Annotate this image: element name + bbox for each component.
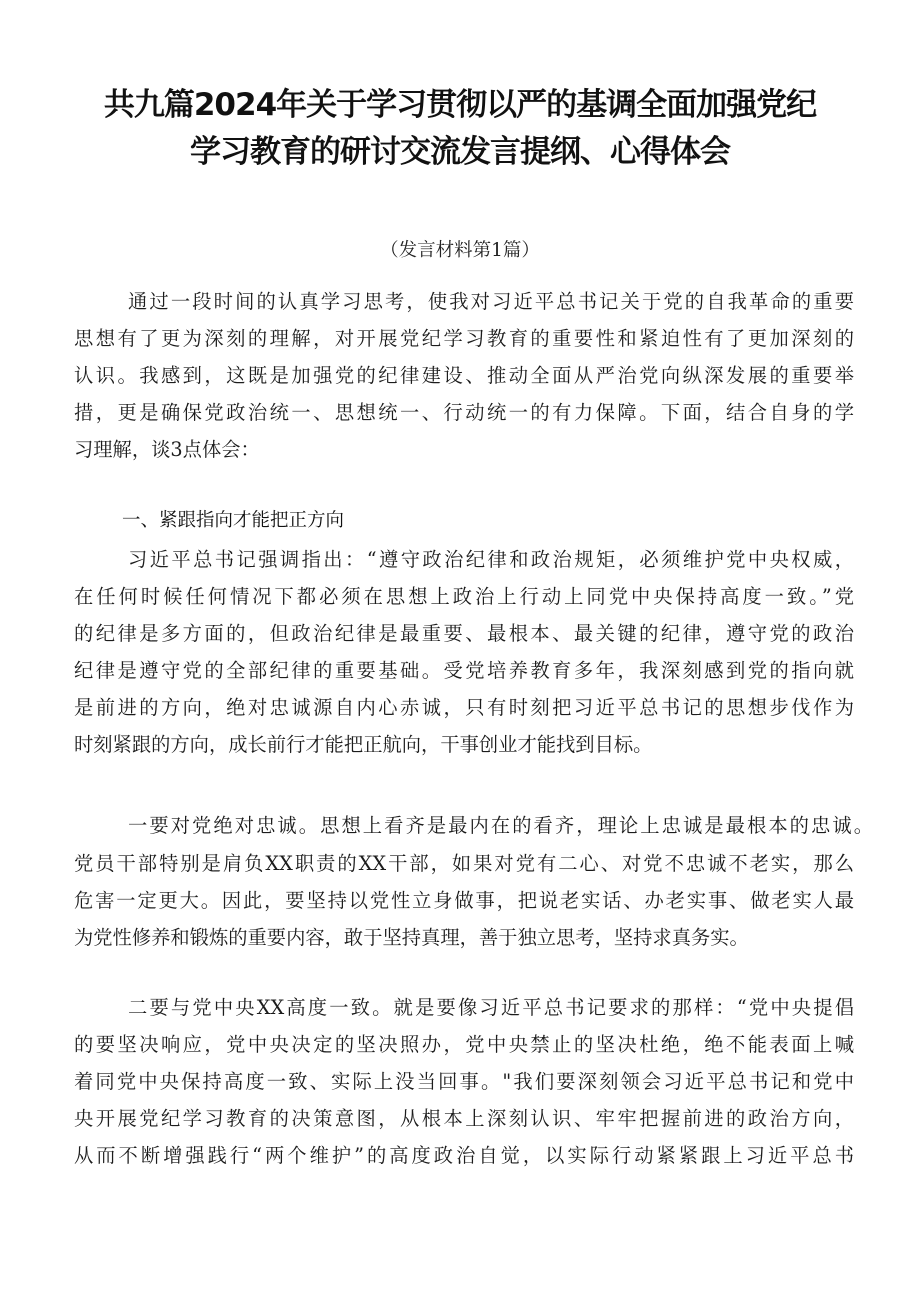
text-line: 为党性修养和锻炼的重要内容，敢于坚持真理，善于独立思考，坚持求真务实。 <box>74 926 749 949</box>
text-line: 时刻紧跟的方向，成长前行才能把正航向，干事创业才能找到目标。 <box>74 733 653 756</box>
document-title-line-1: 共九篇2024年关于学习贯彻以严的基调全面加强党纪 <box>103 87 817 123</box>
section-heading: 一、紧跟指向才能把正方向 <box>122 510 345 531</box>
text-line: 的纪律是多方面的，但政治纪律是最重要、最根本、最关键的纪律，遵守党的政治 <box>74 622 854 645</box>
text-line: 党员干部特别是肩负XX职责的XX干部，如果对党有二心、对党不忠诚不老实，那么 <box>74 852 854 875</box>
text-line: 措，更是确保党政治统一、思想统一、行动统一的有力保障。下面，结合自身的学 <box>74 401 854 424</box>
text-line: 从而不断增强践行“两个维护”的高度政治自觉，以实际行动紧紧跟上习近平总书 <box>74 1144 854 1167</box>
text-line: 二要与党中央XX高度一致。就是要像习近平总书记要求的那样：“党中央提倡 <box>128 996 854 1019</box>
document-subtitle: （发言材料第1篇） <box>380 240 540 261</box>
text-line: 是前进的方向，绝对忠诚源自内心赤诚，只有时刻把习近平总书记的思想步伐作为 <box>74 696 854 719</box>
text-line: 纪律是遵守党的全部纪律的重要基础。受党培养教育多年，我深刻感到党的指向就 <box>74 659 854 682</box>
text-line: 央开展党纪学习教育的决策意图，从根本上深刻认识、牢牢把握前进的政治方向， <box>74 1107 854 1130</box>
text-line: 习近平总书记强调指出：“遵守政治纪律和政治规矩，必须维护党中央权威， <box>128 548 854 571</box>
text-line: 在任何时候任何情况下都必须在思想上政治上行动上同党中央保持高度一致。”党 <box>74 585 854 608</box>
text-line: 思想有了更为深刻的理解，对开展党纪学习教育的重要性和紧迫性有了更加深刻的 <box>74 327 854 350</box>
text-line: 通过一段时间的认真学习思考，使我对习近平总书记关于党的自我革命的重要 <box>128 290 854 313</box>
text-line: 的要坚决响应，党中央决定的坚决照办，党中央禁止的坚决杜绝，绝不能表面上喊 <box>74 1033 854 1056</box>
text-line: 着同党中央保持高度一致、实际上没当回事。"我们要深刻领会习近平总书记和党中 <box>74 1070 854 1093</box>
text-line: 危害一定更大。因此，要坚持以党性立身做事，把说老实话、办老实事、做老实人最 <box>74 889 854 912</box>
text-line: 认识。我感到，这既是加强党的纪律建设、推动全面从严治党向纵深发展的重要举 <box>74 364 854 387</box>
text-line: 一要对党绝对忠诚。思想上看齐是最内在的看齐，理论上忠诚是最根本的忠诚。 <box>128 814 873 837</box>
text-line: 习理解，谈3点体会： <box>74 438 260 461</box>
document-title-line-2: 学习教育的研讨交流发言提纲、心得体会 <box>190 134 730 170</box>
